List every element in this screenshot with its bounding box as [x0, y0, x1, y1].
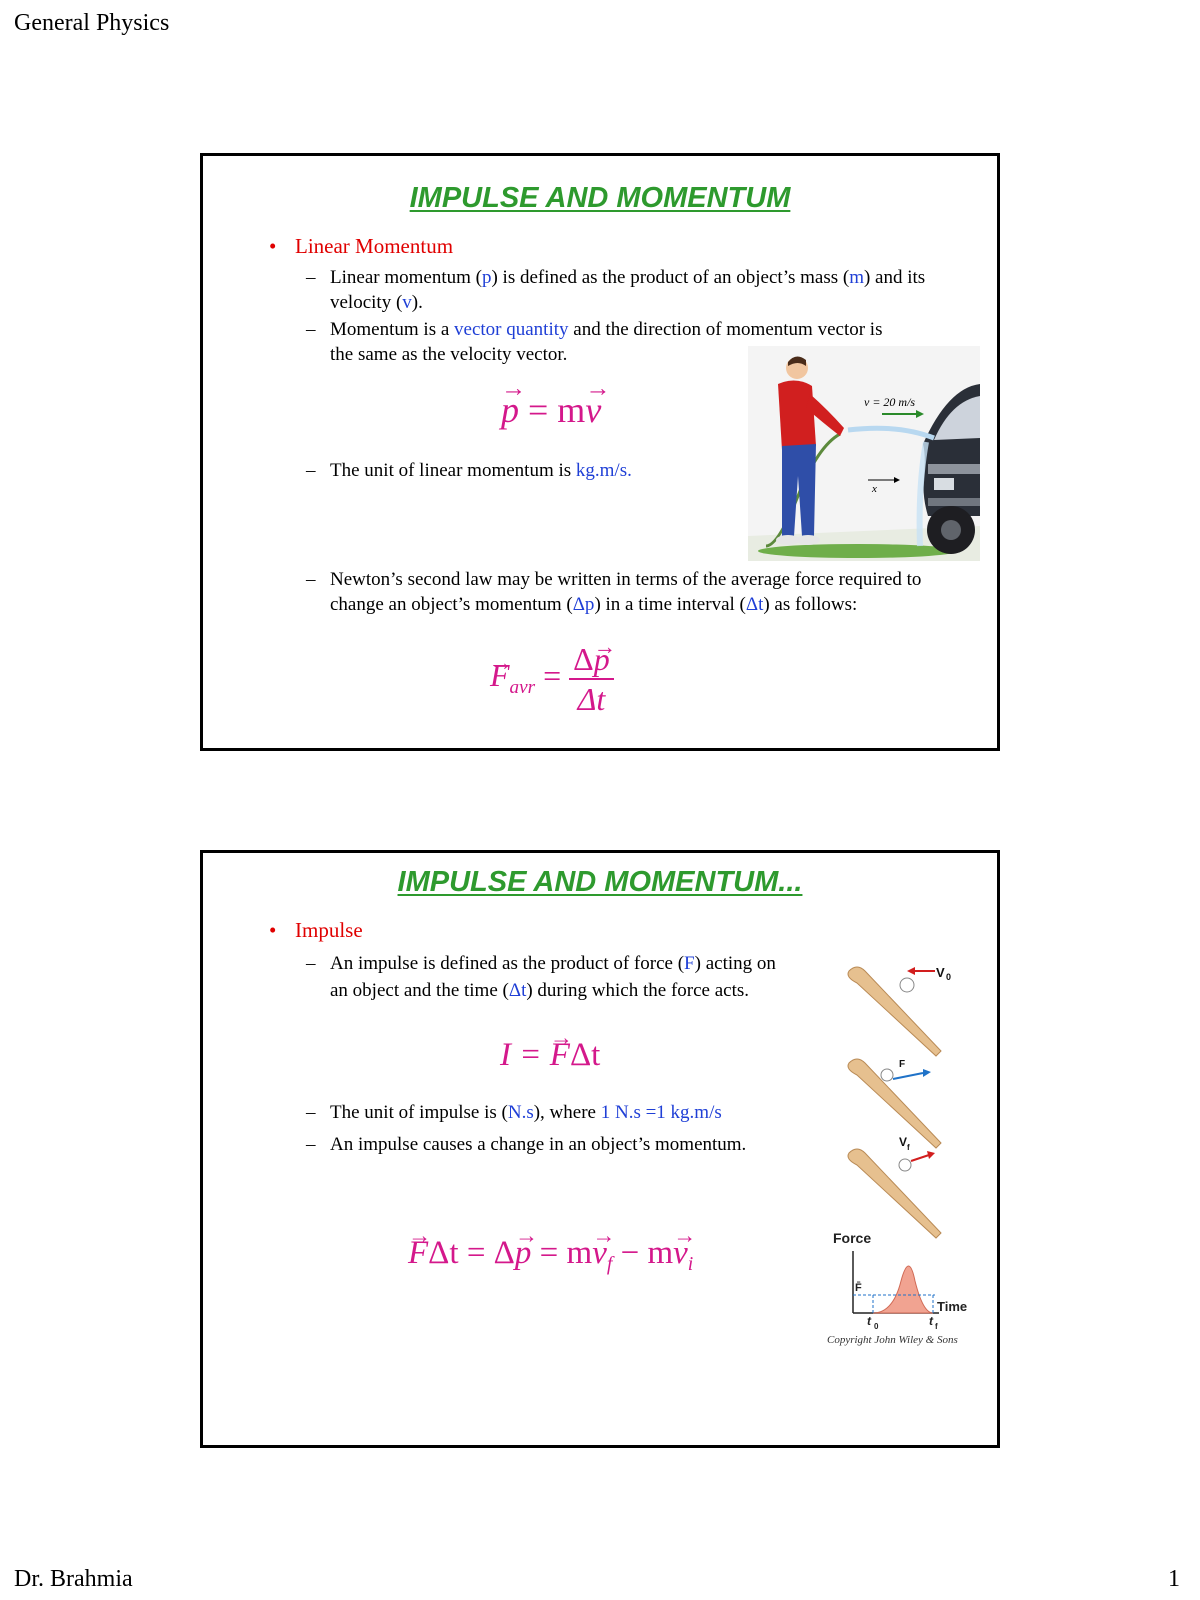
- label-vf: V: [899, 1135, 908, 1149]
- dash-icon: –: [306, 319, 316, 340]
- item-impulse-definition: [306, 950, 780, 1004]
- text: An impulse causes a change in an object’s momentum.: [330, 1134, 747, 1155]
- label-v0-sub: 0: [946, 972, 952, 982]
- item-impulse-unit: [306, 1100, 830, 1125]
- eq-f: → F: [408, 1235, 428, 1272]
- eq-op: =: [535, 657, 570, 694]
- slide-linear-momentum: [200, 153, 1000, 751]
- eq-sub-i: i: [687, 1252, 694, 1275]
- eq-fraction: [569, 640, 614, 718]
- item-momentum-unit: [306, 458, 750, 483]
- bullet-impulse: [269, 918, 363, 943]
- label-vf-sub: f: [907, 1143, 910, 1152]
- equation-average-force: [490, 640, 614, 718]
- slide-impulse: [200, 850, 1000, 1448]
- eq-op: − m: [612, 1235, 674, 1271]
- text: The unit of linear momentum is: [330, 460, 576, 481]
- symbol-f: F: [684, 953, 695, 974]
- text: Momentum is a: [330, 319, 455, 340]
- label-x-axis: x: [872, 483, 877, 495]
- dash-icon: –: [306, 1134, 316, 1155]
- symbol-p: p: [481, 267, 492, 288]
- symbol-delta-t: Δt: [508, 980, 527, 1001]
- item-newton-second-law: [306, 567, 930, 617]
- eq-f: → F: [490, 656, 510, 694]
- text: ) is defined as the product of an object’s mass (: [491, 267, 850, 288]
- eq-op: = m: [531, 1235, 593, 1271]
- eq-op: = m: [519, 390, 586, 430]
- bullet-linear-momentum: [269, 234, 454, 259]
- page-number: 1: [1168, 1566, 1180, 1592]
- equation-impulse-momentum: [408, 1235, 693, 1276]
- label-velocity: v = 20 m/s: [864, 395, 916, 409]
- graph-t0-sub: 0: [874, 1322, 879, 1331]
- eq-p: → p: [501, 389, 519, 431]
- text: ) and its velocity (: [330, 267, 926, 313]
- graph-x-label: Time: [937, 1299, 968, 1314]
- text: ).: [411, 292, 423, 313]
- unit-conversion: 1 N.s =1 kg.m/s: [600, 1102, 722, 1123]
- eq-p: → p: [594, 640, 610, 678]
- dash-icon: –: [306, 460, 316, 481]
- page-footer-author: Dr. Brahmia: [14, 1566, 133, 1592]
- eq-vi: → v: [673, 1235, 688, 1272]
- figure-hose-car: [748, 346, 980, 561]
- item-momentum-definition: [306, 265, 930, 315]
- eq-vf: → v: [592, 1235, 607, 1272]
- figure-credit: Copyright John Wiley & Sons: [827, 1334, 958, 1346]
- eq-op: = Δ: [458, 1235, 515, 1271]
- eq-dt: Δt: [569, 1037, 601, 1073]
- graph-tf-label: t: [929, 1314, 933, 1328]
- text: ) acting on an object and the time (: [330, 953, 776, 1001]
- text: An impulse is defined as the product of force (: [330, 953, 685, 974]
- bullet-dot-icon: •: [269, 234, 277, 258]
- equation-momentum: [501, 389, 601, 431]
- slide-title: [203, 182, 997, 215]
- eq-p: → p: [515, 1235, 532, 1272]
- dash-icon: –: [306, 1102, 316, 1123]
- eq-v: → v: [585, 389, 601, 431]
- eq-f: → F: [550, 1037, 570, 1074]
- text: The unit of impulse is (: [330, 1102, 508, 1123]
- text: and the direction of momentum vector is the same as the velocity vector.: [330, 319, 883, 365]
- text: ) in a time interval (: [594, 594, 746, 615]
- text: Newton’s second law may be written in terms of the average force required to change an object’s momentum (: [330, 569, 922, 615]
- dash-icon: –: [306, 267, 316, 288]
- symbol-delta-p: Δp: [572, 594, 595, 615]
- bullet-label: Linear Momentum: [295, 234, 454, 258]
- label-v0: V: [936, 965, 945, 980]
- symbol-m: m: [849, 267, 864, 288]
- highlight-vector-quantity: vector quantity: [454, 319, 569, 340]
- eq-denominator: Δt: [577, 681, 606, 717]
- symbol-delta-t: Δt: [745, 594, 764, 615]
- slide-title-text: IMPULSE AND MOMENTUM...: [397, 866, 803, 898]
- graph-y-label: Force: [833, 1230, 872, 1246]
- page-header-course: General Physics: [14, 10, 170, 36]
- bullet-label: Impulse: [295, 918, 363, 942]
- slide-title: [203, 866, 997, 899]
- eq-dt: Δt: [428, 1235, 459, 1271]
- unit-n-s: N.s: [507, 1102, 534, 1123]
- eq-sub-avr: avr: [509, 677, 536, 699]
- eq-numerator: [569, 640, 614, 680]
- eq-lhs: I =: [500, 1037, 550, 1073]
- label-force: F: [899, 1059, 906, 1070]
- dash-icon: –: [306, 569, 316, 590]
- text: ) during which the force acts.: [526, 980, 749, 1001]
- graph-tf-sub: f: [935, 1322, 938, 1331]
- item-impulse-change: [306, 1131, 750, 1158]
- eq-sub-f: f: [606, 1252, 613, 1275]
- bullet-dot-icon: •: [269, 918, 277, 942]
- dash-icon: –: [306, 953, 316, 974]
- text: ), where: [533, 1102, 601, 1123]
- slide-title-text: IMPULSE AND MOMENTUM: [409, 182, 791, 214]
- figure-bat-impulse: [833, 963, 993, 1363]
- graph-t0-label: t: [867, 1314, 871, 1328]
- eq-delta: Δ: [573, 641, 594, 677]
- equation-impulse: [500, 1037, 600, 1074]
- unit-kg-m-s: kg.m/s.: [575, 460, 632, 481]
- symbol-v: v: [402, 292, 412, 313]
- text: ) as follows:: [763, 594, 858, 615]
- text: Linear momentum (: [330, 267, 482, 288]
- graph-fbar-label: F̄: [855, 1282, 862, 1294]
